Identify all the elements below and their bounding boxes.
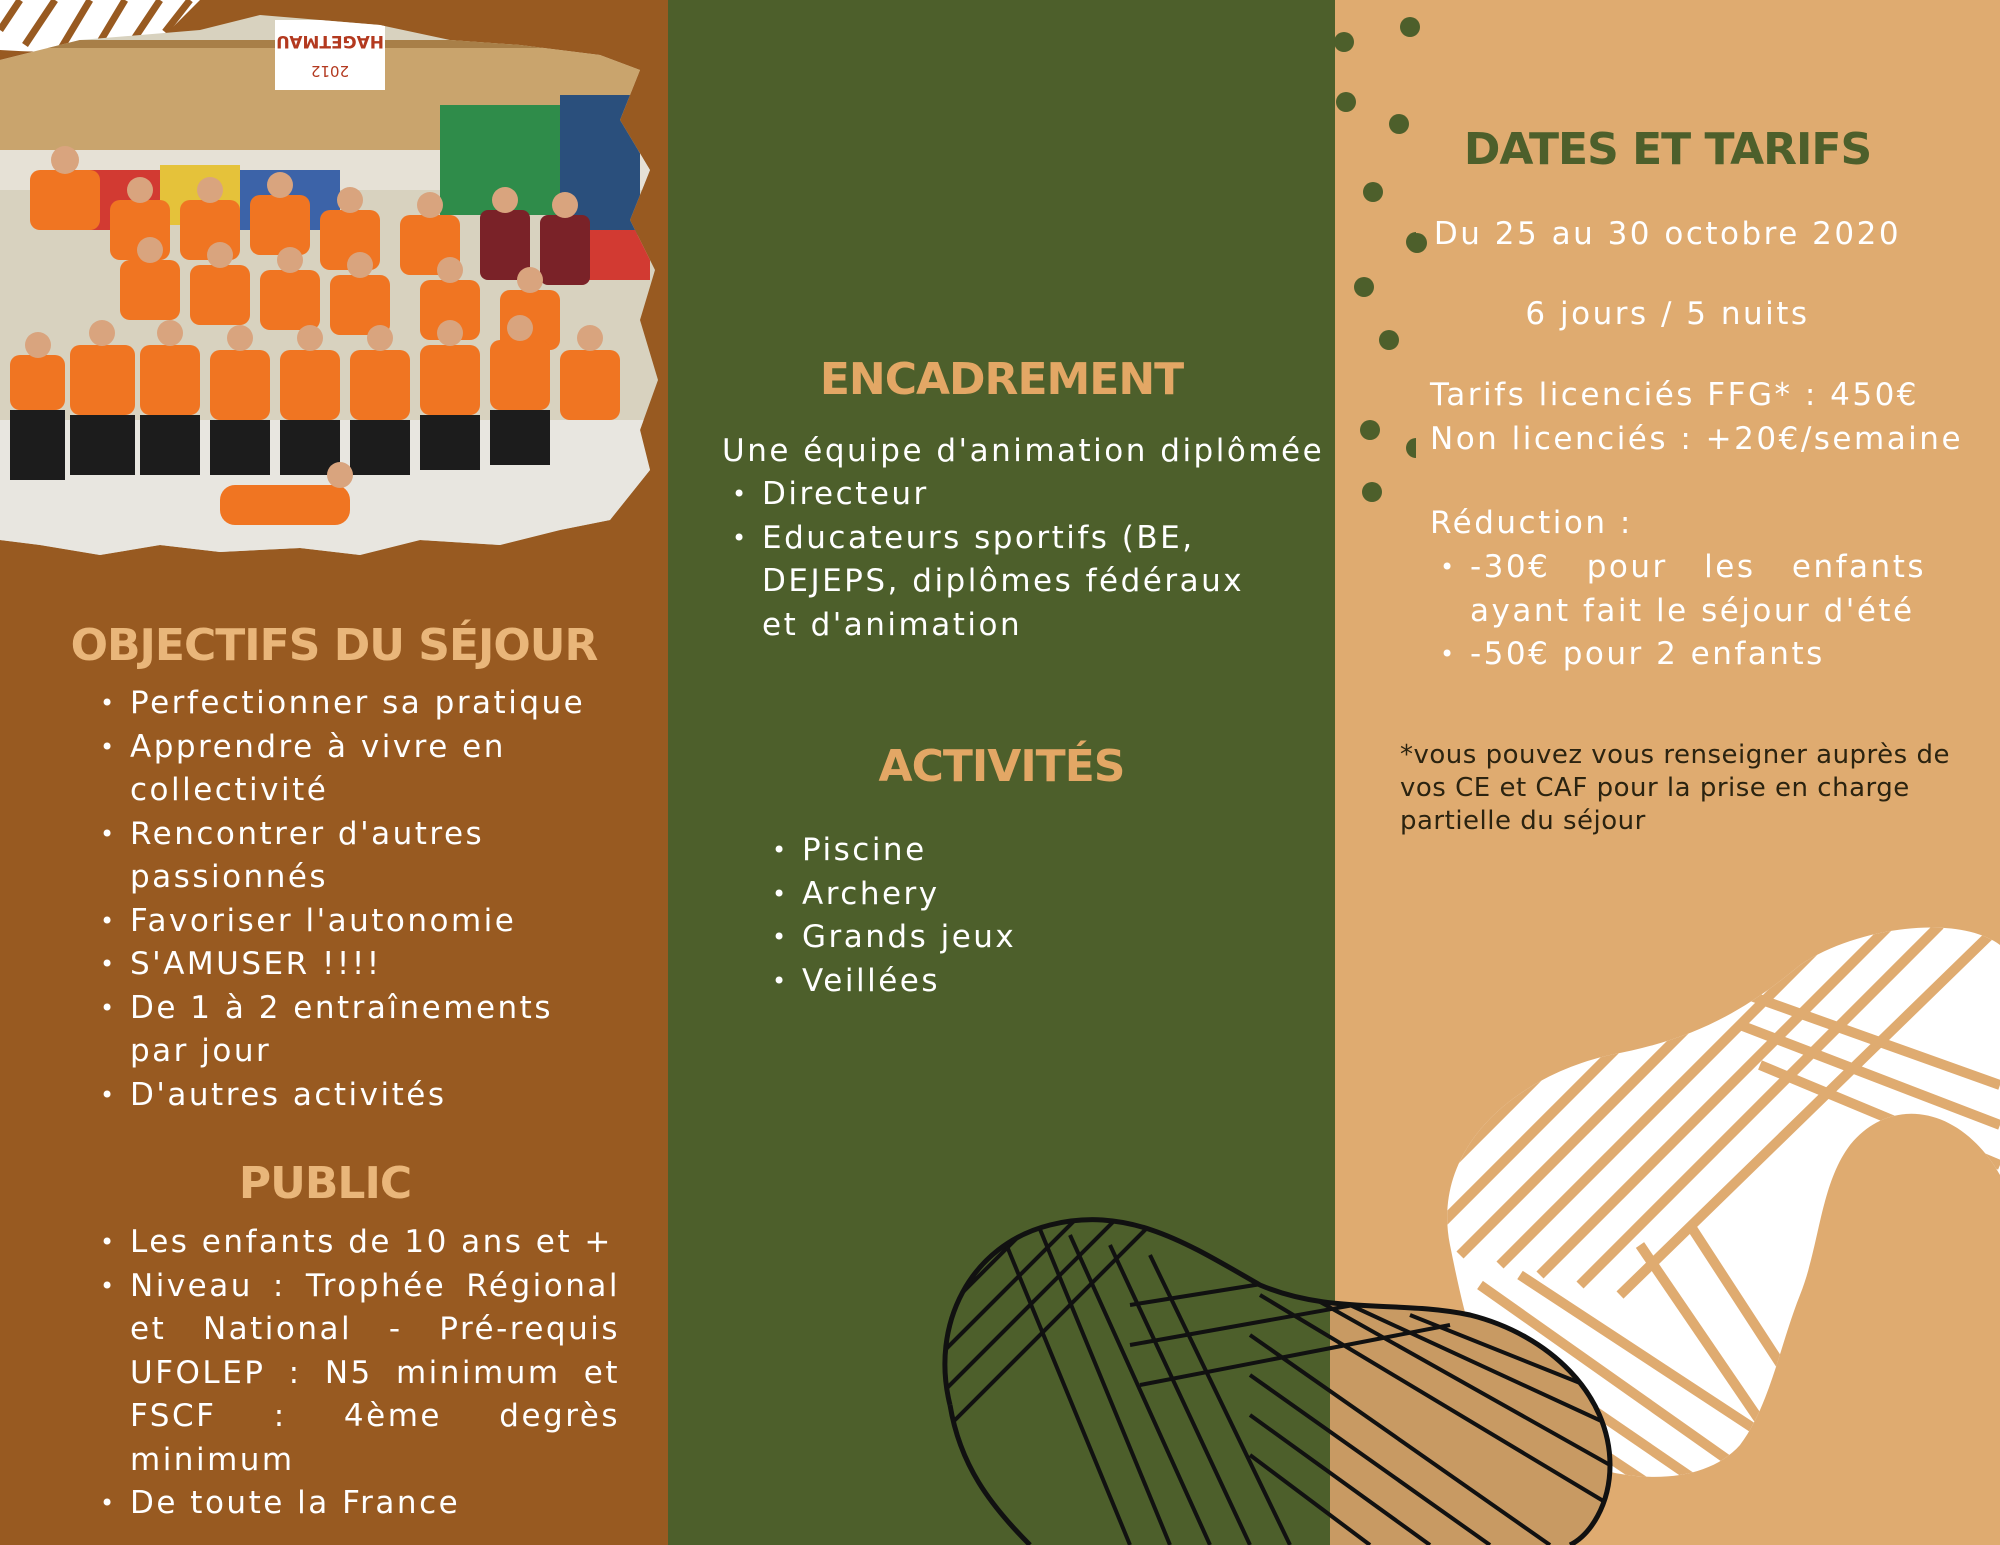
tarif-licencies: Tarifs licenciés FFG* : 450€ xyxy=(1430,377,1920,413)
dates-title: DATES ET TARIFS xyxy=(1463,124,1872,175)
list-item: • De 1 à 2 entraînements par jour xyxy=(100,987,620,1074)
list-item: • S'AMUSER !!!! xyxy=(100,943,620,987)
activites-title: ACTIVITÉS xyxy=(878,741,1125,792)
activites-list xyxy=(772,829,1212,1003)
list-item: • Grands jeux xyxy=(772,916,1212,960)
objectifs-title: OBJECTIFS DU SÉJOUR xyxy=(70,620,598,671)
list-item: • Rencontrer d'autres passionnés xyxy=(100,813,620,900)
encadrement-title: ENCADREMENT xyxy=(819,354,1184,405)
group-photo-image xyxy=(0,0,660,575)
list-item: • -50€ pour 2 enfants xyxy=(1440,633,1926,677)
list-item: • Niveau : Trophée Régional et National - Pré-requis UFOLEP : N5 minimum et FSCF : 4ème degrès minimum xyxy=(100,1265,620,1483)
reduction-list xyxy=(1440,546,1926,677)
encadrement-intro: Une équipe d'animation diplômée xyxy=(722,433,1325,469)
list-item: • De toute la France xyxy=(100,1482,620,1526)
list-item: • Educateurs sportifs (BE, DEJEPS, diplômes fédéraux et d'animation xyxy=(732,517,1272,648)
list-item: • Veillées xyxy=(772,960,1212,1004)
group-photo xyxy=(0,0,660,575)
banner-text: HAGETMAU xyxy=(276,31,384,51)
dots-decoration-icon xyxy=(1320,0,1460,520)
footnote: *vous pouvez vous renseigner auprès de vos CE et CAF pour la prise en charge partielle du séjour xyxy=(1400,740,1950,836)
list-item: • Apprendre à vivre en collectivité xyxy=(100,726,620,813)
list-item: • Archery xyxy=(772,873,1212,917)
public-title: PUBLIC xyxy=(238,1158,412,1209)
list-item: • Favoriser l'autonomie xyxy=(100,900,620,944)
reduction-label: Réduction : xyxy=(1430,505,1633,541)
tarif-non-licencies: Non licenciés : +20€/semaine xyxy=(1430,421,1964,457)
objectifs-list xyxy=(100,682,620,1117)
list-item: • Directeur xyxy=(732,473,1272,517)
list-item: • Perfectionner sa pratique xyxy=(100,682,620,726)
list-item: • Les enfants de 10 ans et + xyxy=(100,1221,620,1265)
list-item: • -30€ pour les enfants ayant fait le séjour d'été xyxy=(1440,546,1926,633)
encadrement-list xyxy=(732,473,1272,647)
green-leaf-decoration-icon xyxy=(930,1205,1630,1545)
list-item: • D'autres activités xyxy=(100,1074,620,1118)
public-list xyxy=(100,1221,620,1526)
list-item: • Piscine xyxy=(772,829,1212,873)
dates-period: Du 25 au 30 octobre 2020 xyxy=(1433,216,1902,252)
banner-year: 2012 xyxy=(310,62,350,80)
dates-duration: 6 jours / 5 nuits xyxy=(1525,296,1810,332)
